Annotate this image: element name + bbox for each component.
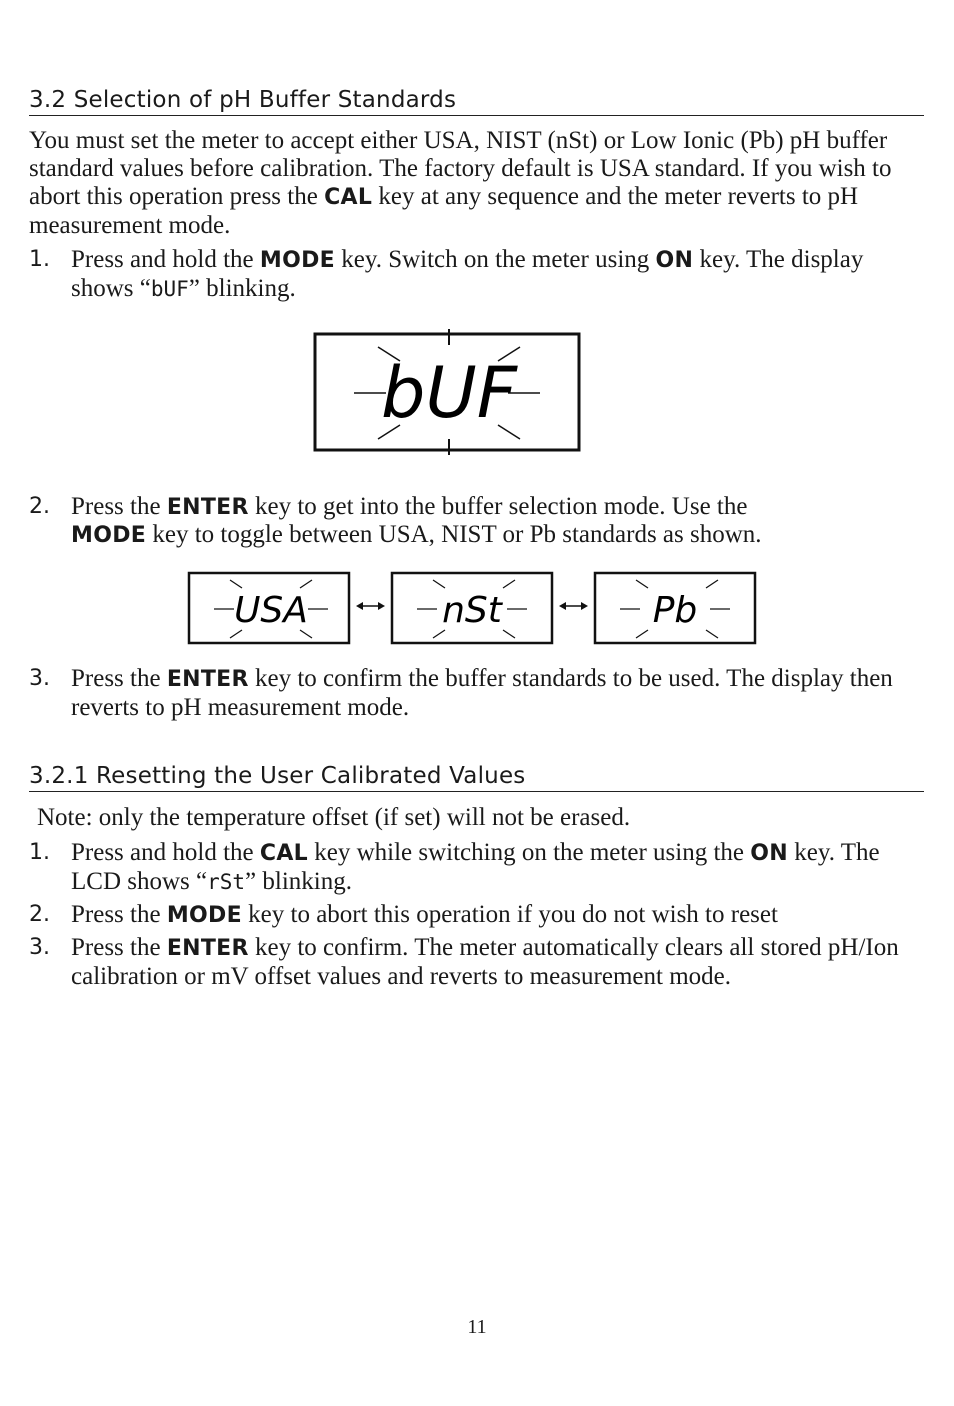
intro-text-2: key at any sequence and the meter reverts to pH measurement mode. [29, 183, 859, 239]
step-text-part: Press the [71, 493, 161, 520]
lcd-display-usa [189, 573, 349, 643]
step-text-part: key while switching on the meter using the [314, 839, 744, 866]
step-text-part: key to get into the buffer selection mode. Use the [255, 493, 748, 520]
note-text: Note: only the temperature offset (if set) will not be erased. [37, 804, 631, 831]
lcd-text: Pb [652, 590, 698, 631]
step-text-part: Press and hold the [71, 246, 254, 273]
intro-paragraph [29, 127, 929, 240]
on-key-label: ON [655, 248, 694, 273]
double-arrow-icon [559, 602, 588, 610]
step-2 [29, 493, 929, 522]
section-heading-reset: 3.2.1 Resetting the User Calibrated Values [29, 762, 924, 792]
step-text-part: key. The LCD shows “ [71, 839, 880, 895]
step-text-part: Press the [71, 665, 161, 692]
segment-code: bUF [150, 277, 189, 301]
step-2-continuation [29, 521, 929, 550]
step-text [71, 901, 929, 930]
step-text [71, 521, 929, 550]
lcd-display-buf [312, 327, 582, 455]
step-text [71, 839, 929, 896]
step-number: 3. [29, 935, 50, 960]
on-key-label: ON [750, 841, 788, 866]
step-text-part: Press the [71, 934, 161, 961]
enter-key-label: ENTER [166, 495, 249, 520]
mode-key-label: MODE [259, 248, 335, 273]
reset-step-2 [29, 901, 929, 930]
step-text-part: ” blinking. [245, 868, 352, 895]
cal-key-label: CAL [259, 841, 308, 866]
lcd-text: nSt [442, 590, 502, 631]
page-number: 11 [467, 1316, 487, 1338]
step-number: 1. [29, 840, 50, 865]
lcd-display-nst [392, 573, 552, 643]
double-arrow-icon [356, 602, 385, 610]
step-text-part: Press and hold the [71, 839, 254, 866]
step-text [71, 246, 929, 303]
step-text [71, 934, 929, 991]
step-text [71, 665, 929, 722]
step-text-part: key to confirm the buffer standards to be used. The display then reverts to pH measurement mode. [71, 665, 893, 721]
lcd-text: USA [234, 590, 308, 631]
enter-key-label: ENTER [166, 667, 249, 692]
mode-key-label: MODE [166, 903, 242, 928]
step-text-part: Press the [71, 901, 161, 928]
step-text-part: key to confirm. The meter automatically clears all stored pH/Ion calibration or mV offset values and reverts to measurement mode. [71, 934, 899, 990]
lcd-display-pb [595, 573, 755, 643]
enter-key-label: ENTER [166, 936, 249, 961]
step-text-part: key. Switch on the meter using [341, 246, 650, 273]
step-text-part: key to abort this operation if you do not wish to reset [248, 901, 778, 928]
lcd-text: bUF [381, 352, 517, 434]
intro-text-1: You must set the meter to accept either USA, NIST (nSt) or Low Ionic (Pb) pH buffer standard values before calibration. The factory default is USA standard. If you wish to abort this operation press the [29, 127, 892, 210]
cal-key-label: CAL [324, 185, 373, 210]
step-number: 3. [29, 666, 50, 691]
step-text-part: ” blinking. [188, 275, 296, 302]
reset-step-1 [29, 839, 929, 896]
buffer-options-diagram [186, 568, 758, 648]
step-text-part: key. The display shows “ [71, 246, 864, 302]
mode-key-label: MODE [71, 523, 147, 548]
step-text [71, 493, 929, 522]
step-number: 2. [29, 902, 50, 927]
step-text-part: key to toggle between USA, NIST or Pb standards as shown. [152, 521, 762, 548]
step-3 [29, 665, 929, 722]
segment-code: rSt [207, 870, 246, 894]
reset-step-3 [29, 934, 929, 991]
step-1 [29, 246, 929, 303]
section-heading-buffer-standards: 3.2 Selection of pH Buffer Standards [29, 86, 924, 116]
step-number: 2. [29, 494, 50, 519]
step-number: 1. [29, 247, 50, 272]
